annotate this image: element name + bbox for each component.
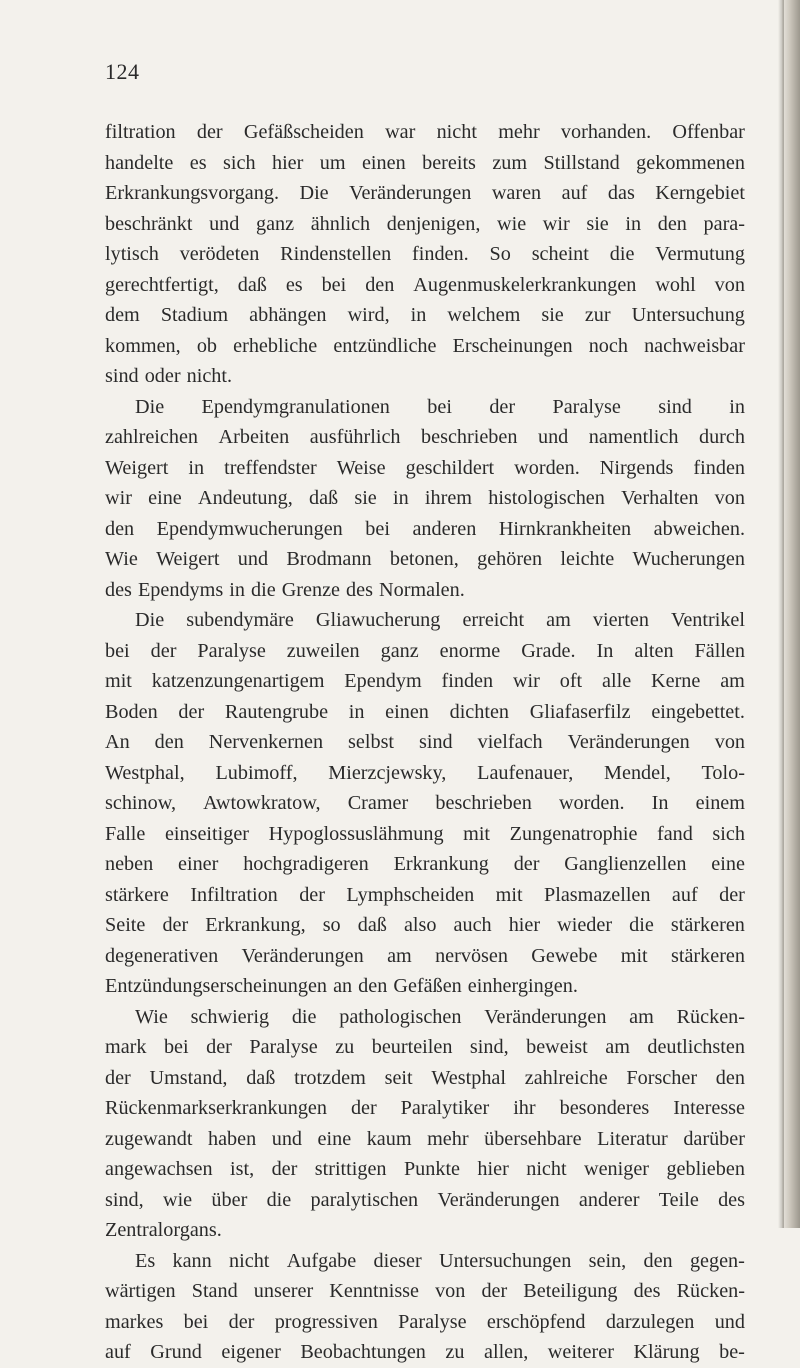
text-line: stärkere Infiltration der Lymphscheiden mit Plasmazellen auf der (105, 883, 745, 906)
text-line: Boden der Rautengrube in einen dichten Gliafaserfilz eingebettet. (105, 700, 745, 723)
text-line: des Ependyms in die Grenze des Normalen. (105, 578, 465, 601)
text-line: angewachsen ist, der strittigen Punkte hier nicht weniger geblieben (105, 1158, 745, 1180)
text-line: markes bei der progressiven Paralyse erschöpfend darzulegen und (105, 1310, 745, 1333)
text-line: neben einer hochgradigeren Erkrankung der Ganglienzellen eine (105, 853, 745, 875)
text-line: Westphal, Lubimoff, Mierzcjewsky, Laufenauer, Mendel, Tolo- (105, 761, 745, 784)
text-line: den Ependymwucherungen bei anderen Hirnkrankheiten abweichen. (105, 517, 745, 540)
text-line: sind oder nicht. (105, 365, 233, 387)
text-line: Wie Weigert und Brodmann betonen, gehören leichte Wucherungen (105, 548, 745, 570)
text-line: zugewandt haben und eine kaum mehr übersehbare Literatur darüber (105, 1127, 745, 1150)
text-line: mark bei der Paralyse zu beurteilen sind, beweist am deutlichsten (105, 1036, 745, 1058)
text-line: schinow, Awtowkratow, Cramer beschrieben worden. In einem (105, 792, 745, 814)
page-edge-shadow (782, 0, 800, 1228)
text-line: sind, wie über die paralytischen Veränderungen anderer Teile des (105, 1188, 745, 1211)
text-line: der Umstand, daß trotzdem seit Westphal zahlreiche Forscher den (105, 1066, 745, 1089)
text-line: Falle einseitiger Hypoglossuslähmung mit Zungenatrophie fand sich (105, 822, 745, 845)
text-line: degenerativen Veränderungen am nervösen Gewebe mit stärkeren (105, 944, 745, 967)
body-text (105, 117, 745, 1368)
text-line: handelte es sich hier um einen bereits zum Stillstand gekommenen (105, 151, 745, 174)
text-line: Seite der Erkrankung, so daß also auch hier wieder die stärkeren (105, 914, 745, 936)
text-line: bei der Paralyse zuweilen ganz enorme Grade. In alten Fällen (105, 639, 745, 662)
text-line: Erkrankungsvorgang. Die Veränderungen waren auf das Kerngebiet (105, 182, 745, 204)
text-line: auf Grund eigener Beobachtungen zu allen, weiterer Klärung be- (105, 1341, 745, 1363)
text-line: filtration der Gefäßscheiden war nicht mehr vorhanden. Offenbar (105, 121, 745, 143)
text-line: Rückenmarkserkrankungen der Paralytiker ihr besonderes Interesse (105, 1097, 745, 1119)
text-line: Die subendymäre Gliawucherung erreicht am vierten Ventrikel (135, 609, 745, 631)
text-line: zahlreichen Arbeiten ausführlich beschrieben und namentlich durch (105, 426, 745, 448)
text-line: wärtigen Stand unserer Kenntnisse von der Beteiligung des Rücken- (105, 1280, 745, 1302)
text-line: Entzündungserscheinungen an den Gefäßen einhergingen. (105, 975, 578, 997)
page-number: 124 (105, 59, 140, 84)
text-line: Die Ependymgranulationen bei der Paralyse sind in (135, 395, 745, 418)
text-line: mit katzenzungenartigem Ependym finden wir oft alle Kerne am (105, 670, 745, 692)
text-line: dem Stadium abhängen wird, in welchem sie zur Untersuchung (105, 304, 745, 326)
text-line: beschränkt und ganz ähnlich denjenigen, wie wir sie in den para- (105, 212, 745, 235)
text-line: Weigert in treffendster Weise geschildert worden. Nirgends finden (105, 456, 745, 479)
text-line: wir eine Andeutung, daß sie in ihrem histologischen Verhalten von (105, 487, 745, 509)
text-line: Es kann nicht Aufgabe dieser Untersuchungen sein, den gegen- (135, 1249, 745, 1272)
text-line: kommen, ob erhebliche entzündliche Erscheinungen noch nachweisbar (105, 334, 745, 357)
text-line: gerechtfertigt, daß es bei den Augenmuskelerkrankungen wohl von (105, 273, 745, 296)
text-line: An den Nervenkernen selbst sind vielfach Veränderungen von (105, 731, 745, 753)
text-line: Wie schwierig die pathologischen Veränderungen am Rücken- (135, 1005, 745, 1028)
text-line: lytisch verödeten Rindenstellen finden. So scheint die Vermutung (105, 243, 745, 265)
text-line: Zentralorgans. (105, 1219, 222, 1241)
